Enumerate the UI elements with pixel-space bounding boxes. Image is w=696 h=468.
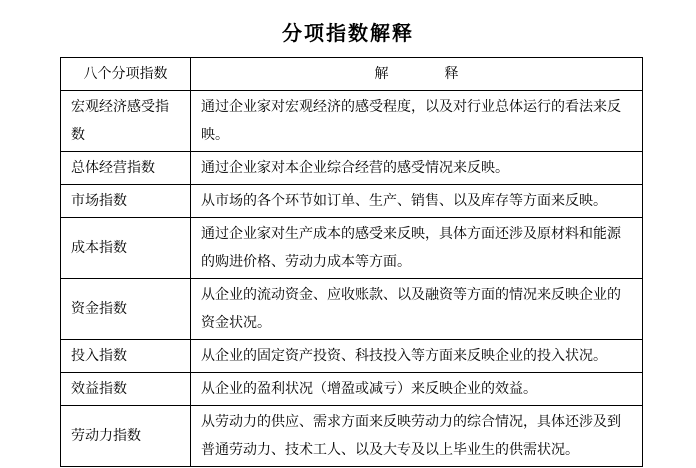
explanation-cell: 从企业的流动资金、应收账款、以及融资等方面的情况来反映企业的资金状况。 [191, 279, 643, 340]
explanation-cell: 从企业的盈利状况（增盈或减亏）来反映企业的效益。 [191, 373, 643, 406]
index-name-cell: 市场指数 [61, 185, 191, 218]
header-row [61, 58, 643, 91]
table-row [61, 279, 643, 340]
page-title: 分项指数解释 [282, 21, 414, 45]
column-header-index-name: 八个分项指数 [61, 58, 191, 91]
explanation-cell: 通过企业家对生产成本的感受来反映，具体方面还涉及原材料和能源的购进价格、劳动力成本等方面。 [191, 218, 643, 279]
explanation-cell: 从市场的各个环节如订单、生产、销售、以及库存等方面来反映。 [191, 185, 643, 218]
index-name-cell: 劳动力指数 [61, 406, 191, 467]
table-row [61, 185, 643, 218]
explanation-cell: 通过企业家对本企业综合经营的感受情况来反映。 [191, 152, 643, 185]
table-row [61, 152, 643, 185]
explanation-cell: 从企业的固定资产投资、科技投入等方面来反映企业的投入状况。 [191, 340, 643, 373]
index-name-cell: 资金指数 [61, 279, 191, 340]
table-row [61, 340, 643, 373]
table-row [61, 91, 643, 152]
index-name-cell: 宏观经济感受指数 [61, 91, 191, 152]
explanation-cell: 通过企业家对宏观经济的感受程度，以及对行业总体运行的看法来反映。 [191, 91, 643, 152]
table-row [61, 218, 643, 279]
index-name-cell: 成本指数 [61, 218, 191, 279]
index-name-cell: 总体经营指数 [61, 152, 191, 185]
table-row [61, 406, 643, 467]
table-row [61, 373, 643, 406]
index-name-cell: 投入指数 [61, 340, 191, 373]
index-explanation-table [60, 57, 643, 467]
index-name-cell: 效益指数 [61, 373, 191, 406]
column-header-explanation: 解 释 [191, 58, 643, 91]
explanation-cell: 从劳动力的供应、需求方面来反映劳动力的综合情况，具体还涉及到普通劳动力、技术工人、以及大专及以上毕业生的供需状况。 [191, 406, 643, 467]
